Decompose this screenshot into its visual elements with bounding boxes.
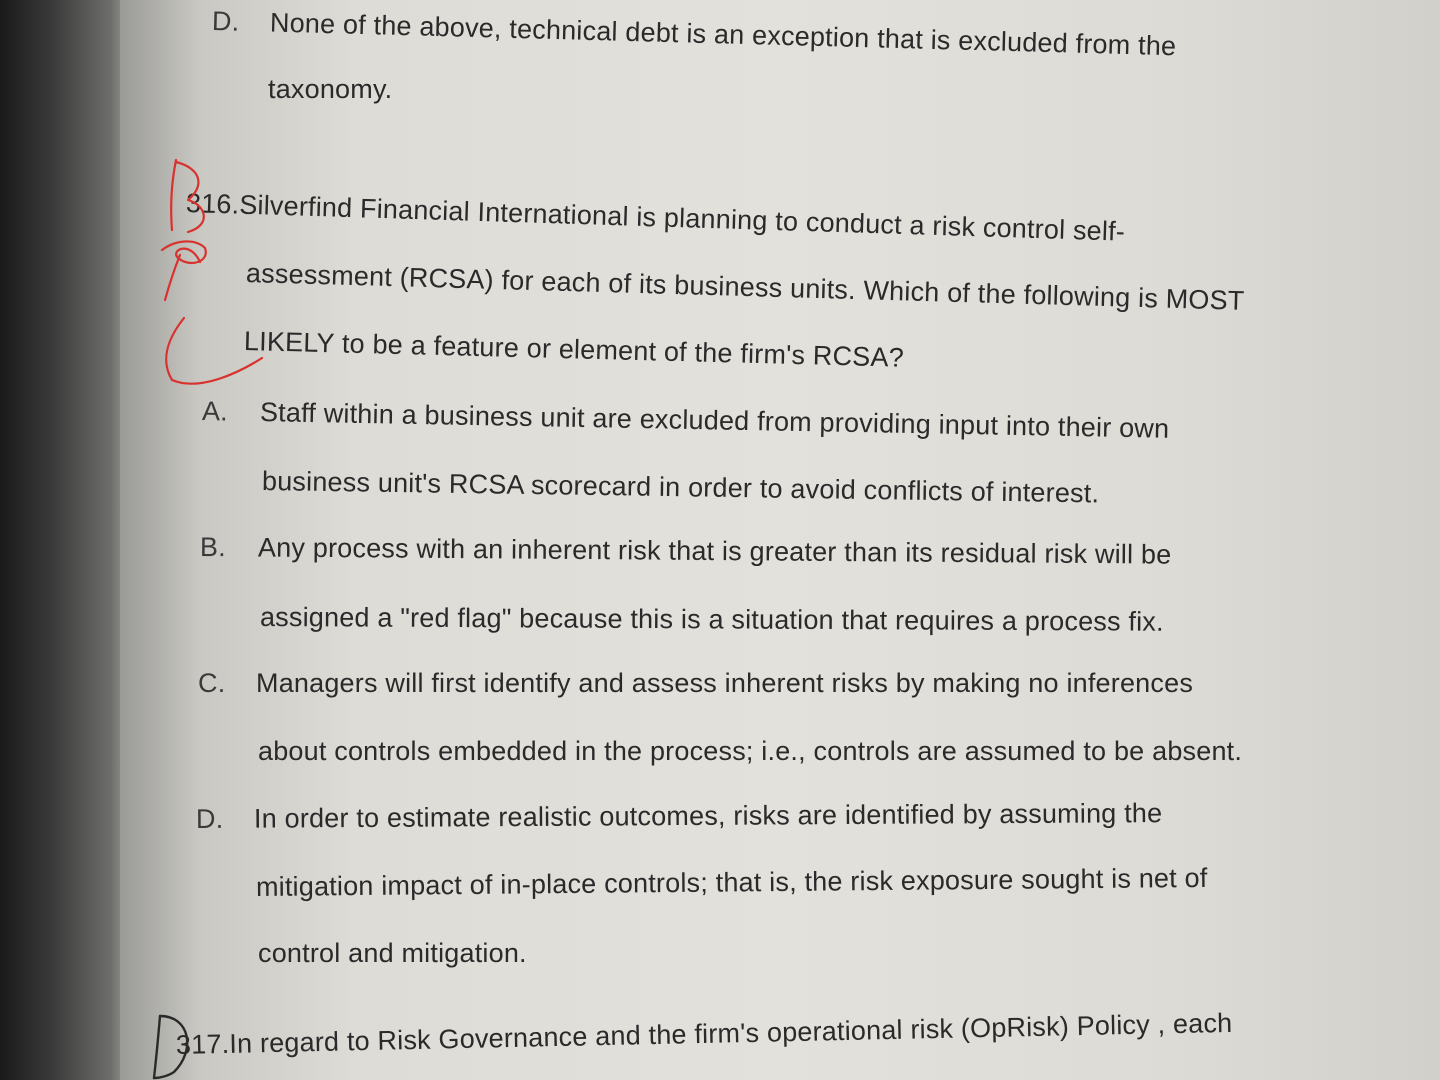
q316-option-a-line2: business unit's RCSA scorecard in order to avoid conflicts of interest. xyxy=(261,466,1100,509)
option-label: A. xyxy=(201,396,229,427)
q316-stem-line1: 316.Silverfind Financial International is planning to conduct a risk control self- xyxy=(185,188,1126,247)
q316-option-c-line2: about controls embedded in the process; i.e., controls are assumed to be absent. xyxy=(258,736,1243,766)
prev-option-d-line2: taxonomy. xyxy=(268,74,393,104)
option-label: C. xyxy=(198,668,226,698)
book-spine-shadow xyxy=(0,0,130,1080)
q316-stem-line3: LIKELY to be a feature or element of the firm's RCSA? xyxy=(243,326,905,373)
option-label: D. xyxy=(211,6,240,37)
option-label: D. xyxy=(195,803,224,834)
question-number: 317. xyxy=(175,1028,230,1060)
q316-option-b-line2: assigned a "red flag" because this is a situation that requires a process fix. xyxy=(259,602,1164,637)
document-page xyxy=(120,0,1440,1080)
prev-option-d-line1: D. None of the above, technical debt is an exception that is excluded from the xyxy=(211,6,1177,62)
q316-stem-line2: assessment (RCSA) for each of its business units. Which of the following is MOST xyxy=(245,258,1245,316)
q316-option-d-line1: D. In order to estimate realistic outcomes, risks are identified by assuming the xyxy=(195,798,1163,834)
q316-option-d-line3: control and mitigation. xyxy=(258,938,527,968)
q316-option-a-line1: A. Staff within a business unit are excluded from providing input into their own xyxy=(201,396,1170,444)
q317-stem-line1: 317.In regard to Risk Governance and the firm's operational risk (OpRisk) Policy , each xyxy=(175,1007,1233,1060)
q316-option-b-line1: B. Any process with an inherent risk that is greater than its residual risk will be xyxy=(199,532,1172,570)
option-label: B. xyxy=(199,532,227,563)
q316-option-c-line1: C. Managers will first identify and assess inherent risks by making no inferences xyxy=(198,668,1194,698)
q316-option-d-line2: mitigation impact of in-place controls; that is, the risk exposure sought is net of xyxy=(255,862,1208,902)
question-number: 316. xyxy=(185,188,240,220)
